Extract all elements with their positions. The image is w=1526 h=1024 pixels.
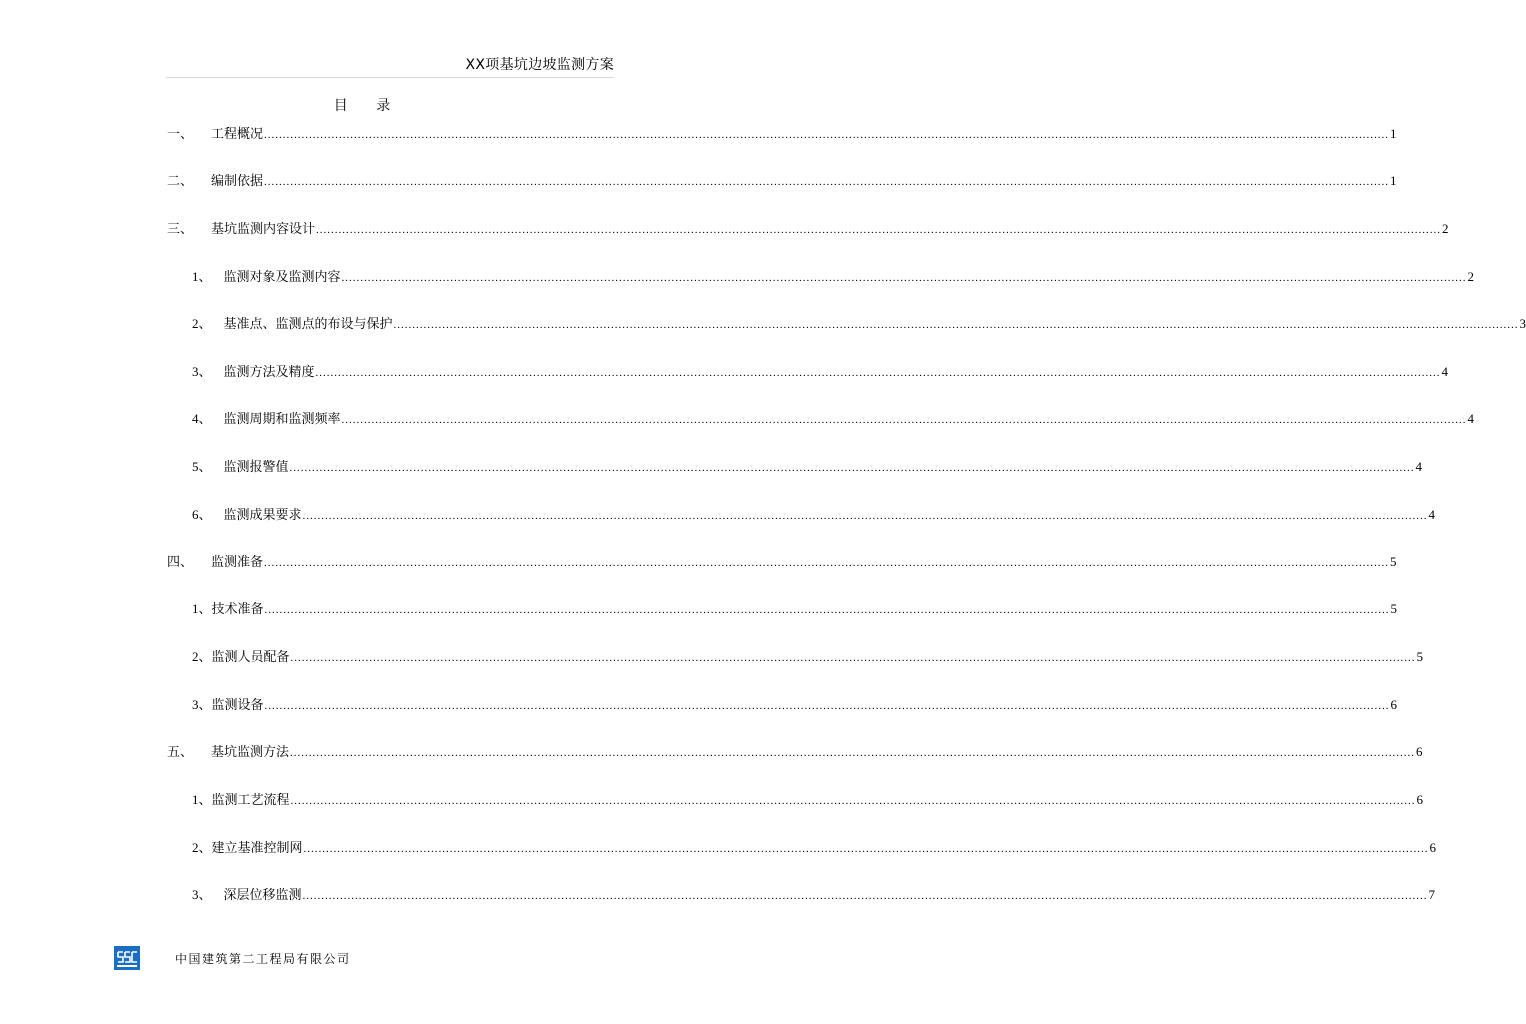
toc-entry-number: 3、 [192,697,212,712]
toc-entry-label: 监测人员配备 [211,650,290,665]
toc-entry[interactable] [192,363,1449,381]
toc-entry[interactable] [192,839,1437,857]
toc-entry[interactable] [192,506,1436,524]
toc-entry-number: 6、 [192,507,212,522]
toc-dot-leader: ............................................................................................................................................................................................................................................................................................................ [302,510,1428,522]
toc-dot-leader: ............................................................................................................................................................................................................................................................................................................ [264,700,1390,712]
toc-entry[interactable] [192,315,1526,333]
toc-entry-label: 建立基准控制网 [211,841,303,856]
toc-entry-page-number: 4 [1415,459,1423,474]
toc-entry-page-number: 6 [1390,697,1398,712]
toc-entry-number: 1、 [192,792,212,807]
toc-entry-label: 监测方法及精度 [223,365,315,380]
toc-dot-leader: ............................................................................................................................................................................................................................................................................................................ [303,843,1429,855]
toc-entry-number: 1、 [192,269,212,284]
toc-entry-page-number: 2 [1442,221,1449,236]
toc-entry[interactable] [192,268,1475,286]
toc-dot-leader: ............................................................................................................................................................................................................................................................................................................ [393,319,1519,331]
toc-entry-page-number: 6 [1429,840,1437,855]
toc-entry-label: 深层位移监测 [223,888,302,903]
toc-entry-number: 5、 [192,459,212,474]
toc-dot-leader: ............................................................................................................................................................................................................................................................................................................ [290,747,1416,759]
toc-entry[interactable] [192,410,1475,428]
toc-entry-label: 基坑监测内容设计 [211,222,316,237]
toc-entry[interactable] [167,125,1397,143]
toc-entry-label: 基准点、监测点的布设与保护 [223,317,393,332]
toc-entry-page-number: 4 [1428,507,1436,522]
toc-entry-label: 监测工艺流程 [211,793,290,808]
toc-entry-label: 编制依据 [211,174,264,189]
toc-entry-number: 三、 [167,221,194,236]
toc-entry[interactable] [167,172,1397,190]
toc-entry[interactable] [192,600,1398,618]
toc-entry-number: 2、 [192,840,212,855]
toc-dot-leader: ............................................................................................................................................................................................................................................................................................................ [264,176,1390,188]
toc-entry-number: 3、 [192,887,212,902]
toc-entry[interactable] [167,553,1397,571]
toc-entry-number: 4、 [192,411,212,426]
toc-entry-label: 监测对象及监测内容 [223,270,341,285]
toc-entry-number: 2、 [192,316,212,331]
toc-entry-number: 一、 [167,126,194,141]
toc-entry-label: 工程概况 [211,127,264,142]
toc-entry-label: 监测设备 [211,698,264,713]
toc-dot-leader: ............................................................................................................................................................................................................................................................................................................ [302,890,1428,902]
toc-entry-page-number: 5 [1390,601,1398,616]
toc-entry-label: 监测准备 [211,555,264,570]
toc-entry-page-number: 6 [1416,792,1424,807]
toc-dot-leader: ............................................................................................................................................................................................................................................................................................................ [341,272,1467,284]
toc-dot-leader: ............................................................................................................................................................................................................................................................................................................ [264,557,1390,569]
toc-entry[interactable] [167,743,1423,761]
toc-dot-leader: ............................................................................................................................................................................................................................................................................................................ [341,414,1467,426]
toc-dot-leader: ............................................................................................................................................................................................................................................................................................................ [290,652,1416,664]
toc-entry[interactable] [192,648,1424,666]
page-header-title: XX项基坑边坡监测方案 [465,57,614,73]
toc-entry-number: 3、 [192,364,212,379]
toc-entry-label: 监测周期和监测频率 [223,412,341,427]
toc-entry-page-number: 5 [1416,649,1424,664]
cscec-logo-icon [114,946,140,970]
toc-entry-number: 1、 [192,601,212,616]
toc-entry-number: 2、 [192,649,212,664]
footer-company-name: 中国建筑第二工程局有限公司 [175,952,351,966]
toc-entry-page-number: 4 [1467,411,1475,426]
toc-entry-page-number: 3 [1519,316,1526,331]
toc-entry-label: 技术准备 [211,602,264,617]
toc-entry-page-number: 6 [1416,744,1423,759]
toc-entry-number: 二、 [167,173,194,188]
toc-entry[interactable] [192,696,1398,714]
toc-entry[interactable] [192,886,1436,904]
toc-entry-page-number: 1 [1390,126,1397,141]
toc-entry-label: 监测报警值 [223,460,289,475]
toc-dot-leader: ............................................................................................................................................................................................................................................................................................................ [315,367,1441,379]
toc-dot-leader: ............................................................................................................................................................................................................................................................................................................ [316,224,1442,236]
toc-entry[interactable] [192,791,1424,809]
toc-entry-page-number: 7 [1428,887,1436,902]
toc-entry-page-number: 5 [1390,554,1397,569]
toc-entry-page-number: 4 [1441,364,1449,379]
toc-dot-leader: ............................................................................................................................................................................................................................................................................................................ [289,462,1415,474]
toc-entry-page-number: 2 [1467,269,1475,284]
toc-dot-leader: ............................................................................................................................................................................................................................................................................................................ [264,604,1390,616]
toc-dot-leader: ............................................................................................................................................................................................................................................................................................................ [290,795,1416,807]
toc-entry[interactable] [167,220,1449,238]
toc-heading: 目 录 [333,98,403,114]
toc-entry[interactable] [192,458,1423,476]
toc-entry-label: 基坑监测方法 [211,745,290,760]
toc-entry-page-number: 1 [1390,173,1397,188]
toc-entry-number: 四、 [167,554,194,569]
toc-dot-leader: ............................................................................................................................................................................................................................................................................................................ [264,129,1390,141]
toc-entry-label: 监测成果要求 [223,508,302,523]
toc-entry-number: 五、 [167,744,194,759]
